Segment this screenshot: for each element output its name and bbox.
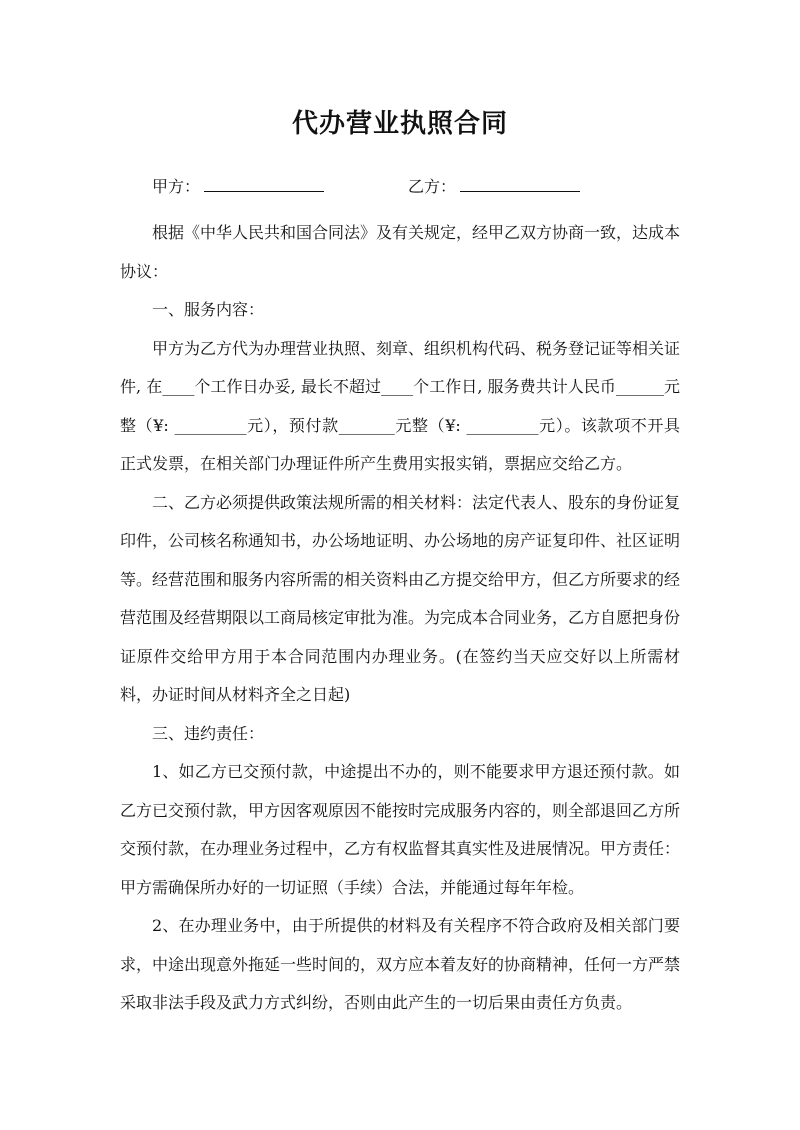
section-2-body: 二、乙方必须提供政策法规所需的相关材料：法定代表人、股东的身份证复印件，公司核名称通知书，办公场地证明、办公场地的房产证复印件、社区证明等。经营范围和服务内容所需的相关资料由乙方提交给甲方，但乙方所要求的经营范围及经营期限以工商局核定审批为准。为完成本合同业务，乙方自愿把身份证原件交给甲方用于本合同范围内办理业务。(在签约当天应交好以上所需材料，办证时间从材料齐全之日起) <box>120 492 681 704</box>
party-b <box>408 169 580 205</box>
section-1-body: 甲方为乙方代为办理营业执照、刻章、组织机构代码、税务登记证等相关证件, 在____个工作日办妥, 最长不超过____个工作日, 服务费共计人民币______元整（¥: _________元），预付款_______元整（¥: _________元）。该款项不开具正式发票，在相关部门办理证件所产生费用实报实销，票据应交给乙方。 <box>120 338 681 473</box>
section-3-heading: 三、违约责任： <box>152 723 265 743</box>
party-b-label: 乙方： <box>408 177 457 196</box>
party-a-blank <box>204 169 324 192</box>
parties-row <box>120 169 680 205</box>
intro-paragraph: 根据《中华人民共和国合同法》及有关规定，经甲乙双方协商一致，达成本协议： <box>120 223 681 281</box>
party-a <box>152 169 408 205</box>
party-b-blank <box>460 169 580 192</box>
clause-1: 1、如乙方已交预付款，中途提出不办的，则不能要求甲方退还预付款。如乙方已交预付款，甲方因客观原因不能按时完成服务内容的，则全部退回乙方所交预付款，在办理业务过程中，乙方有权监督其真实性及进展情况。甲方责任：甲方需确保所办好的一切证照（手续）合法，并能通过每年年检。 <box>120 762 681 897</box>
party-a-label: 甲方： <box>152 177 201 196</box>
clause-2: 2、在办理业务中，由于所提供的材料及有关程序不符合政府及相关部门要求，中途出现意外拖延一些时间的，双方应本着友好的协商精神，任何一方严禁采取非法手段及武力方式纠纷，否则由此产生的一切后果由责任方负责。 <box>120 916 681 1012</box>
document-title: 代办营业执照合同 <box>291 109 508 139</box>
section-1-heading: 一、服务内容： <box>152 300 265 319</box>
